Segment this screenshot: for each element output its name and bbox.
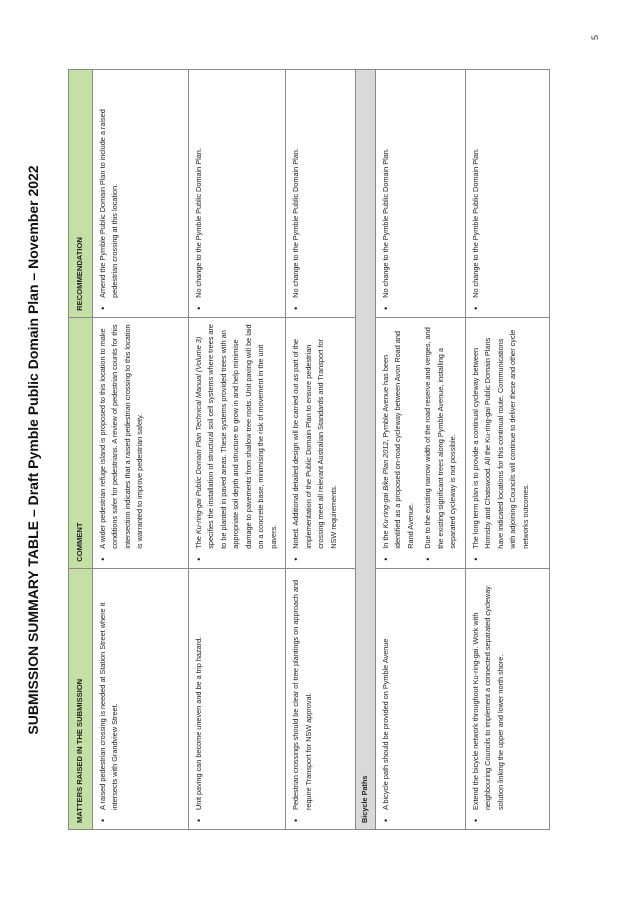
table-row: [465, 70, 549, 830]
comment-text: • Due to the existing narrow width of the road reserve and verges, and the existing significant trees along Pymble Avenue, installing a separated cycleway is not possible.: [422, 324, 460, 562]
matter-text: • Pedestrian crossings should be clear of tree plantings on approach and require Transport for NSW approval.: [290, 575, 315, 823]
submission-table: [68, 69, 550, 830]
table-row: [92, 70, 188, 830]
comment-text: • The long term plan is to provide a continual cycleway between Hornsby and Chatswood. All the Ku-ring-gai Public Domain Plans have indicated locations for this continual route. Communications with adjoining Councils will continue to deliver these and other cycle networks outcomes.: [470, 324, 533, 562]
comment-italic: Ku-ring-gai Public Domain Plan Technical Manual (Volume 3): [193, 336, 203, 535]
comment-post: specifies the installation of structural soil cell systems where trees are to be planted in paved areas. These systems provided trees with an appropriate soil depth and structure to grow in and help minimise damage to pavements from shallow tree roots. Unit paving will be laid on a concrete base, minimising the risk of movement in the unit pavers.: [206, 324, 278, 549]
recommendation-text: • Amend the Pymble Public Domain Plan to include a raised pedestrian crossing at this location.: [97, 76, 122, 311]
recommendation-text: • No change to the Pymble Public Domain Plan.: [193, 76, 206, 311]
comment-text: [380, 324, 418, 562]
comment-pre: The: [193, 534, 203, 549]
comment-post: , Pymble Avenue has been identified as a proposed on-road cycleway between Avon Road and Rand Avenue.: [380, 331, 415, 549]
section-row: [356, 70, 376, 830]
matter-text: • Extend the bicycle network throughout Ku-ring-gai. Work with neighbouring Councils to implement a connected separated cycleway solution linking the upper and lower north shore.: [470, 575, 508, 823]
page-number: 5: [590, 34, 600, 40]
table-row: [286, 70, 356, 830]
comment-text: • A wider pedestrian refuge island is proposed to this location to make conditions safer for pedestrians. A review of pedestrian counts for this intersection indicates that a raised pedestrian crossing to this location is warranted to improve pedestrian safety.: [97, 324, 147, 562]
recommendation-text: • No change to the Pymble Public Domain Plan.: [380, 76, 393, 311]
table-row: [188, 70, 286, 830]
matter-text: • Unit paving can become uneven and be a trip hazard.: [193, 575, 206, 823]
matter-text: • A raised pedestrian crossing is needed at Station Street where it intersects with Grandview Street.: [97, 575, 122, 823]
recommendation-text: • No change to the Pymble Public Domain Plan.: [290, 76, 303, 311]
recommendation-text: • No change to the Pymble Public Domain Plan.: [470, 76, 483, 311]
header-matters: MATTERS RAISED IN THE SUBMISSION: [69, 568, 93, 829]
page-title: SUBMISSION SUMMARY TABLE – Draft Pymble Public Domain Plan – November 2022: [25, 165, 41, 735]
header-recommendation: RECOMMENDATION: [69, 70, 93, 318]
comment-pre: In the: [380, 528, 390, 549]
table-header-row: [69, 70, 93, 830]
comment-italic: Ku-ring-gai Bike Plan 2012: [380, 441, 390, 529]
matter-text: • A bicycle path should be provided on Pymble Avenue: [380, 575, 393, 823]
header-comment: COMMENT: [69, 317, 93, 568]
section-title: Bicycle Paths: [356, 70, 376, 830]
comment-text: • Noted. Additional detailed design will be carried out as part of the implementation of the Public Domain Plan to ensure pedestrian crossing meet all relevant Australian Standards and Transport for NSW requirements.: [290, 324, 340, 562]
comment-text: [193, 324, 281, 562]
table-row: [375, 70, 465, 830]
